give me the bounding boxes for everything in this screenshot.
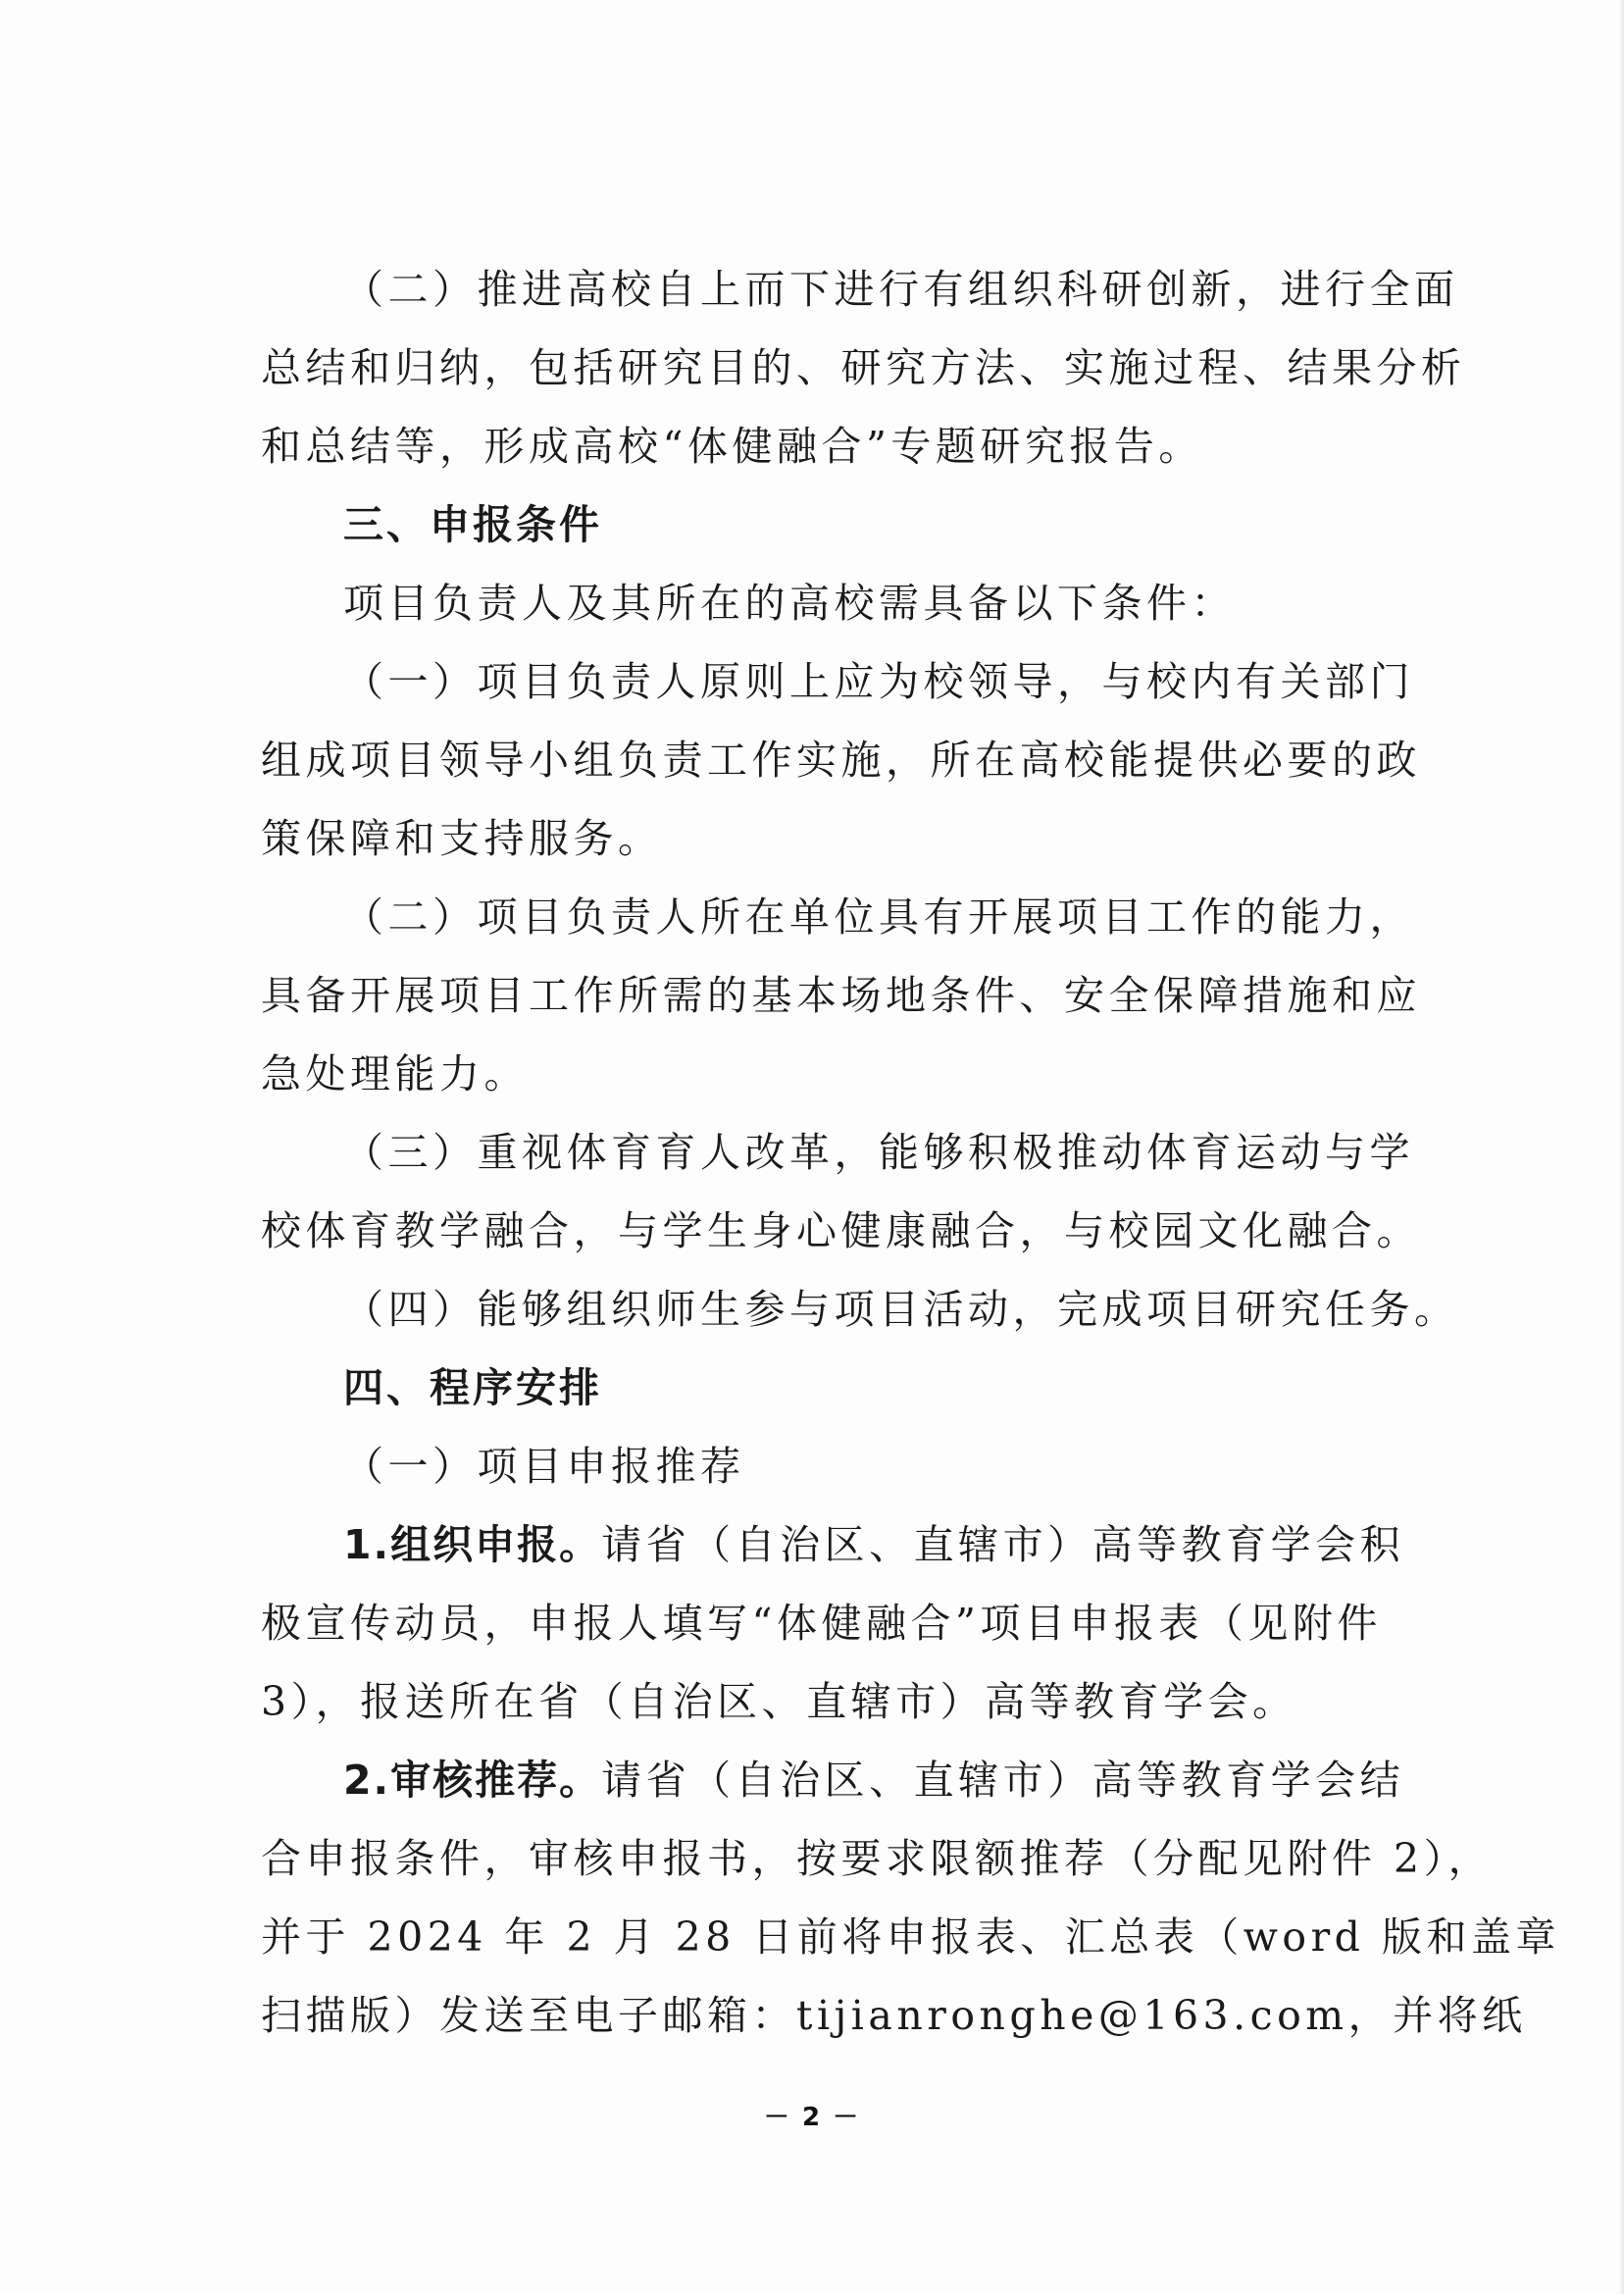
- section-heading: 三、申报条件: [343, 501, 602, 548]
- paragraph-lead: 1.组织申报。: [343, 1521, 602, 1568]
- page-number: － 2 －: [763, 2103, 861, 2132]
- paragraph-line: 极宣传动员，申报人填写“体健融合”项目申报表（见附件: [261, 1600, 1382, 1647]
- paragraph-line: （一）项目负责人原则上应为校领导，与校内有关部门: [343, 658, 1414, 705]
- subsection-heading: （一）项目申报推荐: [343, 1443, 745, 1490]
- paragraph-line: 并于 2024 年 2 月 28 日前将申报表、汇总表（word 版和盖章: [261, 1913, 1560, 1961]
- paragraph-line: [261, 1741, 1405, 1819]
- paragraph-lead: 2.审核推荐。: [343, 1757, 602, 1804]
- paragraph-line: 组成项目领导小组负责工作实施，所在高校能提供必要的政: [261, 737, 1421, 784]
- paragraph-line: 扫描版）发送至电子邮箱：tijianronghe@163.com，并将纸: [261, 1992, 1527, 2039]
- paragraph-line: 具备开展项目工作所需的基本场地条件、安全保障措施和应: [261, 972, 1421, 1019]
- paragraph-line: 急处理能力。: [261, 1050, 529, 1097]
- paragraph-lead-rest: 请省（自治区、直辖市）高等教育学会结: [601, 1757, 1405, 1804]
- paragraph-line: 校体育教学融合，与学生身心健康融合，与校园文化融合。: [261, 1207, 1421, 1254]
- paragraph-line: （三）重视体育育人改革，能够积极推动体育运动与学: [343, 1129, 1414, 1176]
- scan-edge: [1618, 0, 1624, 2294]
- paragraph-line: [261, 1505, 1405, 1584]
- paragraph-line: 和总结等，形成高校“体健融合”专题研究报告。: [261, 423, 1203, 470]
- paragraph-line: （四）能够组织师生参与项目活动，完成项目研究任务。: [343, 1286, 1459, 1333]
- paragraph-line: （二）推进高校自上而下进行有组织科研创新，进行全面: [343, 266, 1459, 313]
- paragraph-line: （二）项目负责人所在单位具有开展项目工作的能力，: [343, 893, 1414, 941]
- paragraph-line: 合申报条件，审核申报书，按要求限额推荐（分配见附件 2），: [261, 1835, 1494, 1882]
- paragraph-line: 策保障和支持服务。: [261, 815, 663, 862]
- paragraph-line: 3），报送所在省（自治区、直辖市）高等教育学会。: [261, 1678, 1297, 1725]
- paragraph-line: 项目负责人及其所在的高校需具备以下条件：: [343, 580, 1236, 627]
- section-heading: 四、程序安排: [343, 1364, 602, 1411]
- paragraph-lead-rest: 请省（自治区、直辖市）高等教育学会积: [601, 1521, 1405, 1568]
- document-body: [261, 250, 1560, 2055]
- paragraph-line: 总结和归纳，包括研究目的、研究方法、实施过程、结果分析: [261, 344, 1466, 391]
